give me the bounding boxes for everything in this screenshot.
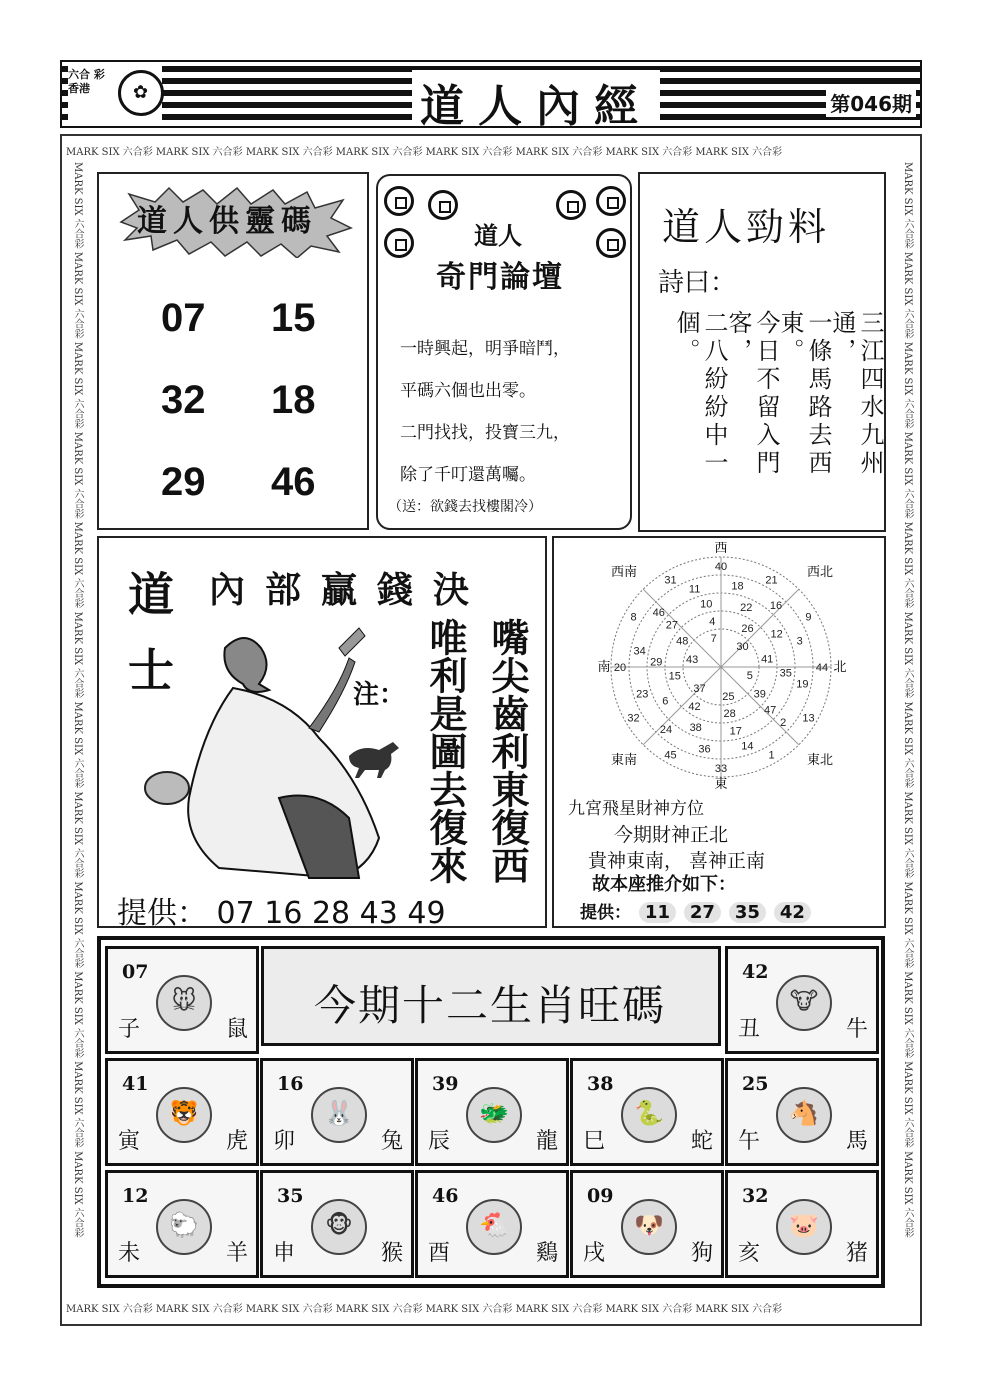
coin-icon xyxy=(428,190,458,220)
zodiac-animal: 兔 xyxy=(380,1129,403,1154)
provider-number: 35 xyxy=(729,902,766,923)
panel1-title: 道人供靈碼 xyxy=(137,204,317,239)
compass-label: 西北 xyxy=(806,565,834,580)
compass-label: 西南 xyxy=(610,565,638,580)
wheel-number: 22 xyxy=(740,602,753,615)
coin-icon xyxy=(596,186,626,216)
border-bottom-text: MARK SIX 六合彩 MARK SIX 六合彩 MARK SIX 六合彩 MARK SIX 六合彩 MARK SIX 六合彩 MARK SIX 六合彩 MARK SIX 六合彩 MARK SIX 六合彩 xyxy=(66,1304,783,1315)
border-top-text: MARK SIX 六合彩 MARK SIX 六合彩 MARK SIX 六合彩 MARK SIX 六合彩 MARK SIX 六合彩 MARK SIX 六合彩 MARK SIX 六合彩 MARK SIX 六合彩 xyxy=(66,147,783,158)
wheel-number: 42 xyxy=(688,700,701,713)
page-header xyxy=(60,60,922,128)
rooster-icon-glyph: 🐔 xyxy=(479,1211,509,1239)
earthly-branch: 午 xyxy=(738,1129,761,1154)
zodiac-cell xyxy=(260,1058,414,1166)
tiger-icon xyxy=(156,1087,212,1143)
lucky-number: 29 xyxy=(161,460,206,504)
coin-icon xyxy=(384,186,414,216)
zodiac-animal: 龍 xyxy=(535,1129,558,1154)
zodiac-number: 41 xyxy=(122,1073,149,1095)
zodiac-cell xyxy=(105,1170,259,1278)
coin-icon xyxy=(556,190,586,220)
fortune-god-panel xyxy=(552,536,886,928)
bauhinia-icon: ✿ xyxy=(133,82,149,103)
earthly-branch: 申 xyxy=(273,1241,296,1266)
lucky-number: 46 xyxy=(271,460,316,504)
zodiac-number: 12 xyxy=(122,1185,149,1207)
taoist-winning-panel xyxy=(97,536,547,931)
coin-icon xyxy=(596,228,626,258)
page-title: 道人內經 xyxy=(412,70,660,128)
nine-palace-wheel xyxy=(594,542,848,792)
compass-label: 東 xyxy=(714,777,728,792)
poem-column: 二八紛紛中一個。 xyxy=(672,310,728,478)
wheel-number: 44 xyxy=(815,662,829,674)
verse-line: 除了千叮還萬囑。 xyxy=(400,465,536,485)
zodiac-cell xyxy=(725,946,879,1054)
rabbit-icon xyxy=(311,1087,367,1143)
provider-numbers: 07 16 28 43 49 xyxy=(216,896,446,931)
dragon-icon-glyph: 🐲 xyxy=(479,1099,509,1127)
zodiac-animal: 馬 xyxy=(845,1129,868,1154)
monkey-icon-glyph: 🐵 xyxy=(325,1211,353,1239)
note-label: 注： xyxy=(353,680,406,710)
wheel-number: 28 xyxy=(723,708,736,721)
wheel-number: 2 xyxy=(780,716,787,729)
wheel-number: 7 xyxy=(710,632,717,645)
wheel-number: 35 xyxy=(779,667,792,680)
zodiac-number: 35 xyxy=(277,1185,304,1207)
ox-icon-glyph: 🐮 xyxy=(789,987,819,1015)
zodiac-number: 25 xyxy=(742,1073,769,1095)
compass-label: 南 xyxy=(597,660,611,675)
monkey-icon xyxy=(311,1199,367,1255)
wheel-number: 17 xyxy=(729,725,742,738)
lucky-numbers-panel xyxy=(97,172,369,530)
wheel-number: 36 xyxy=(698,743,711,756)
zodiac-banner-title: 今期十二生肖旺碼 xyxy=(314,981,667,1030)
pig-icon xyxy=(776,1199,832,1255)
wheel-number: 24 xyxy=(659,724,673,737)
provider-line xyxy=(117,888,446,932)
verse-column: 嘴尖齒利東復西 xyxy=(485,618,529,884)
earthly-branch: 巳 xyxy=(583,1129,606,1154)
wheel-number: 23 xyxy=(636,688,649,701)
noble-direction: 貴神東南， 喜神正南 xyxy=(588,850,766,872)
wheel-number: 33 xyxy=(714,763,728,775)
dog-icon-glyph: 🐶 xyxy=(634,1211,664,1239)
zodiac-number: 32 xyxy=(742,1185,769,1207)
wheel-number: 46 xyxy=(652,607,665,620)
wheel-number: 16 xyxy=(769,599,783,612)
zodiac-grid xyxy=(97,936,885,1288)
poem-label: 詩曰： xyxy=(658,268,737,298)
zodiac-number: 42 xyxy=(742,961,769,983)
border-left-text: MARK SIX 六合彩 MARK SIX 六合彩 MARK SIX 六合彩 MARK SIX 六合彩 MARK SIX 六合彩 MARK SIX 六合彩 MARK SIX 六合彩 MARK SIX 六合彩 MARK SIX 六合彩 MARK SIX 六合彩 MARK SIX 六合彩 MARK SIX 六合彩 xyxy=(72,162,83,1238)
wheel-number: 30 xyxy=(736,641,749,654)
zodiac-number: 39 xyxy=(432,1073,459,1095)
earthly-branch: 丑 xyxy=(738,1017,761,1042)
provider-label: 提供： xyxy=(580,903,631,923)
zodiac-animal: 鼠 xyxy=(225,1017,248,1042)
lucky-number: 15 xyxy=(271,296,316,340)
wheel-number: 25 xyxy=(722,691,735,704)
wheel-number: 47 xyxy=(763,704,777,717)
compass-label: 西 xyxy=(714,542,728,556)
zodiac-number: 38 xyxy=(587,1073,614,1095)
wheel-number: 39 xyxy=(753,688,766,701)
zodiac-number: 09 xyxy=(587,1185,614,1207)
poem-column: 今日不留入門客， xyxy=(724,310,780,478)
earthly-branch: 亥 xyxy=(738,1241,761,1266)
fortune-direction: 今期財神正北 xyxy=(614,824,729,846)
horse-icon xyxy=(343,734,407,778)
lucky-number: 18 xyxy=(271,378,316,422)
wheel-number: 11 xyxy=(688,583,701,596)
panel3-title: 道人勁料 xyxy=(662,205,831,249)
zodiac-animal: 牛 xyxy=(845,1017,868,1042)
compass-label: 北 xyxy=(833,660,847,675)
mark-six-logo xyxy=(68,66,162,124)
zodiac-cell xyxy=(725,1058,879,1166)
lucky-number: 07 xyxy=(161,296,206,340)
wheel-caption: 九宮飛星財神方位 xyxy=(568,799,704,819)
wheel-number: 34 xyxy=(633,645,646,658)
border-right-text: MARK SIX 六合彩 MARK SIX 六合彩 MARK SIX 六合彩 MARK SIX 六合彩 MARK SIX 六合彩 MARK SIX 六合彩 MARK SIX 六合彩 MARK SIX 六合彩 MARK SIX 六合彩 MARK SIX 六合彩 MARK SIX 六合彩 MARK SIX 六合彩 xyxy=(902,162,913,1238)
rooster-icon xyxy=(466,1199,522,1255)
wheel-number: 29 xyxy=(650,656,663,669)
snake-icon xyxy=(621,1087,677,1143)
earthly-branch: 酉 xyxy=(428,1241,451,1266)
provider-number: 27 xyxy=(684,902,721,923)
wheel-number: 45 xyxy=(664,749,677,762)
zodiac-animal: 猪 xyxy=(845,1241,868,1266)
zodiac-animal: 猴 xyxy=(380,1241,403,1266)
wheel-number: 20 xyxy=(613,662,627,674)
rat-icon xyxy=(156,975,212,1031)
zodiac-number: 46 xyxy=(432,1185,459,1207)
zodiac-animal: 羊 xyxy=(225,1241,248,1266)
panel2-title: 奇門論壇 xyxy=(436,260,564,295)
wheel-number: 8 xyxy=(630,611,637,624)
lucky-number: 32 xyxy=(161,378,206,422)
wheel-spoke xyxy=(643,667,721,745)
wheel-number: 19 xyxy=(796,678,809,691)
provider-number: 11 xyxy=(639,902,676,923)
poem-column: 一條馬路去西東。 xyxy=(776,310,832,478)
earthly-branch: 未 xyxy=(118,1241,141,1266)
rat-icon-glyph: 🐭 xyxy=(171,987,197,1015)
zodiac-cell xyxy=(415,1170,569,1278)
provider-label: 提供： xyxy=(117,896,207,931)
wheel-number: 43 xyxy=(686,653,699,666)
zodiac-animal: 狗 xyxy=(690,1241,713,1266)
wheel-number: 32 xyxy=(627,712,640,725)
hot-tips-panel xyxy=(638,172,886,532)
wheel-number: 48 xyxy=(676,635,689,648)
earthly-branch: 子 xyxy=(118,1017,141,1042)
zodiac-banner xyxy=(261,946,721,1046)
recommend-label: 故本座推介如下： xyxy=(592,874,736,895)
wheel-number: 10 xyxy=(700,598,713,611)
wheel-number: 31 xyxy=(664,574,677,587)
wheel-number: 27 xyxy=(665,619,679,632)
earthly-branch: 寅 xyxy=(118,1129,141,1154)
sheep-icon xyxy=(156,1199,212,1255)
wheel-number: 3 xyxy=(796,635,803,648)
taoist-label: 道士 xyxy=(121,570,175,722)
wheel-number: 5 xyxy=(746,670,753,683)
wheel-number: 15 xyxy=(668,670,681,683)
wheel-number: 12 xyxy=(770,628,783,641)
zodiac-number: 07 xyxy=(122,961,149,983)
dog-icon xyxy=(621,1199,677,1255)
wheel-number: 26 xyxy=(741,623,754,636)
panel2-subtitle: 道人 xyxy=(474,221,522,250)
zodiac-cell xyxy=(260,1170,414,1278)
wheel-number: 37 xyxy=(693,682,706,695)
zodiac-animal: 虎 xyxy=(225,1129,248,1154)
rabbit-icon-glyph: 🐰 xyxy=(324,1099,354,1127)
logo-emblem-icon xyxy=(118,70,164,116)
zodiac-cell xyxy=(415,1058,569,1166)
wheel-number: 1 xyxy=(768,749,775,762)
zodiac-animal: 蛇 xyxy=(690,1129,713,1154)
provider-line xyxy=(580,898,811,923)
dragon-icon xyxy=(466,1087,522,1143)
zodiac-cell xyxy=(105,946,259,1054)
wheel-spoke xyxy=(721,589,799,667)
wheel-number: 21 xyxy=(765,574,778,587)
wheel-number: 9 xyxy=(805,611,812,624)
provider-number: 42 xyxy=(774,902,811,923)
poem-column: 三江四水九州通， xyxy=(828,310,884,478)
compass-label: 東北 xyxy=(806,753,834,768)
snake-icon-glyph: 🐍 xyxy=(634,1099,664,1127)
logo-text: 六合 彩 香港 xyxy=(68,68,105,95)
issue-number: 第046期 xyxy=(826,88,916,117)
earthly-branch: 戌 xyxy=(583,1241,606,1266)
wheel-number: 6 xyxy=(662,695,669,708)
tiger-icon-glyph: 🐯 xyxy=(169,1099,199,1127)
wheel-number: 14 xyxy=(741,740,754,753)
wheel-number: 41 xyxy=(761,653,774,666)
zodiac-cell xyxy=(725,1170,879,1278)
horse-icon xyxy=(776,1087,832,1143)
earthly-branch: 卯 xyxy=(273,1129,296,1154)
ox-icon xyxy=(776,975,832,1031)
pig-icon-glyph: 🐷 xyxy=(789,1211,819,1239)
verse-line: 平碼六個也出零。 xyxy=(400,381,536,401)
compass-label: 東南 xyxy=(610,753,638,768)
wheel-number: 38 xyxy=(689,721,702,734)
zodiac-animal: 鷄 xyxy=(535,1241,558,1266)
zodiac-cell xyxy=(105,1058,259,1166)
verse-line: 一時興起，明爭暗鬥， xyxy=(400,339,570,359)
horse-icon-glyph: 🐴 xyxy=(789,1099,819,1127)
zodiac-cell xyxy=(570,1058,724,1166)
sheep-icon-glyph: 🐑 xyxy=(169,1211,199,1239)
zodiac-number: 16 xyxy=(277,1073,304,1095)
wheel-number: 18 xyxy=(731,580,744,593)
qimen-forum-panel xyxy=(376,174,632,530)
wheel-number: 40 xyxy=(714,561,728,573)
zodiac-cell xyxy=(570,1170,724,1278)
verse-column: 唯利是圖去復來 xyxy=(423,618,467,884)
verse-line: 二門找找，投寶三九， xyxy=(400,423,570,443)
earthly-branch: 辰 xyxy=(428,1129,451,1154)
panel4-title: 內部贏錢決 xyxy=(209,569,490,611)
gift-note: （送：欲錢去找樓閣冷） xyxy=(388,499,542,515)
wheel-number: 4 xyxy=(709,615,716,628)
coin-icon xyxy=(384,228,414,258)
wheel-number: 13 xyxy=(802,712,815,725)
